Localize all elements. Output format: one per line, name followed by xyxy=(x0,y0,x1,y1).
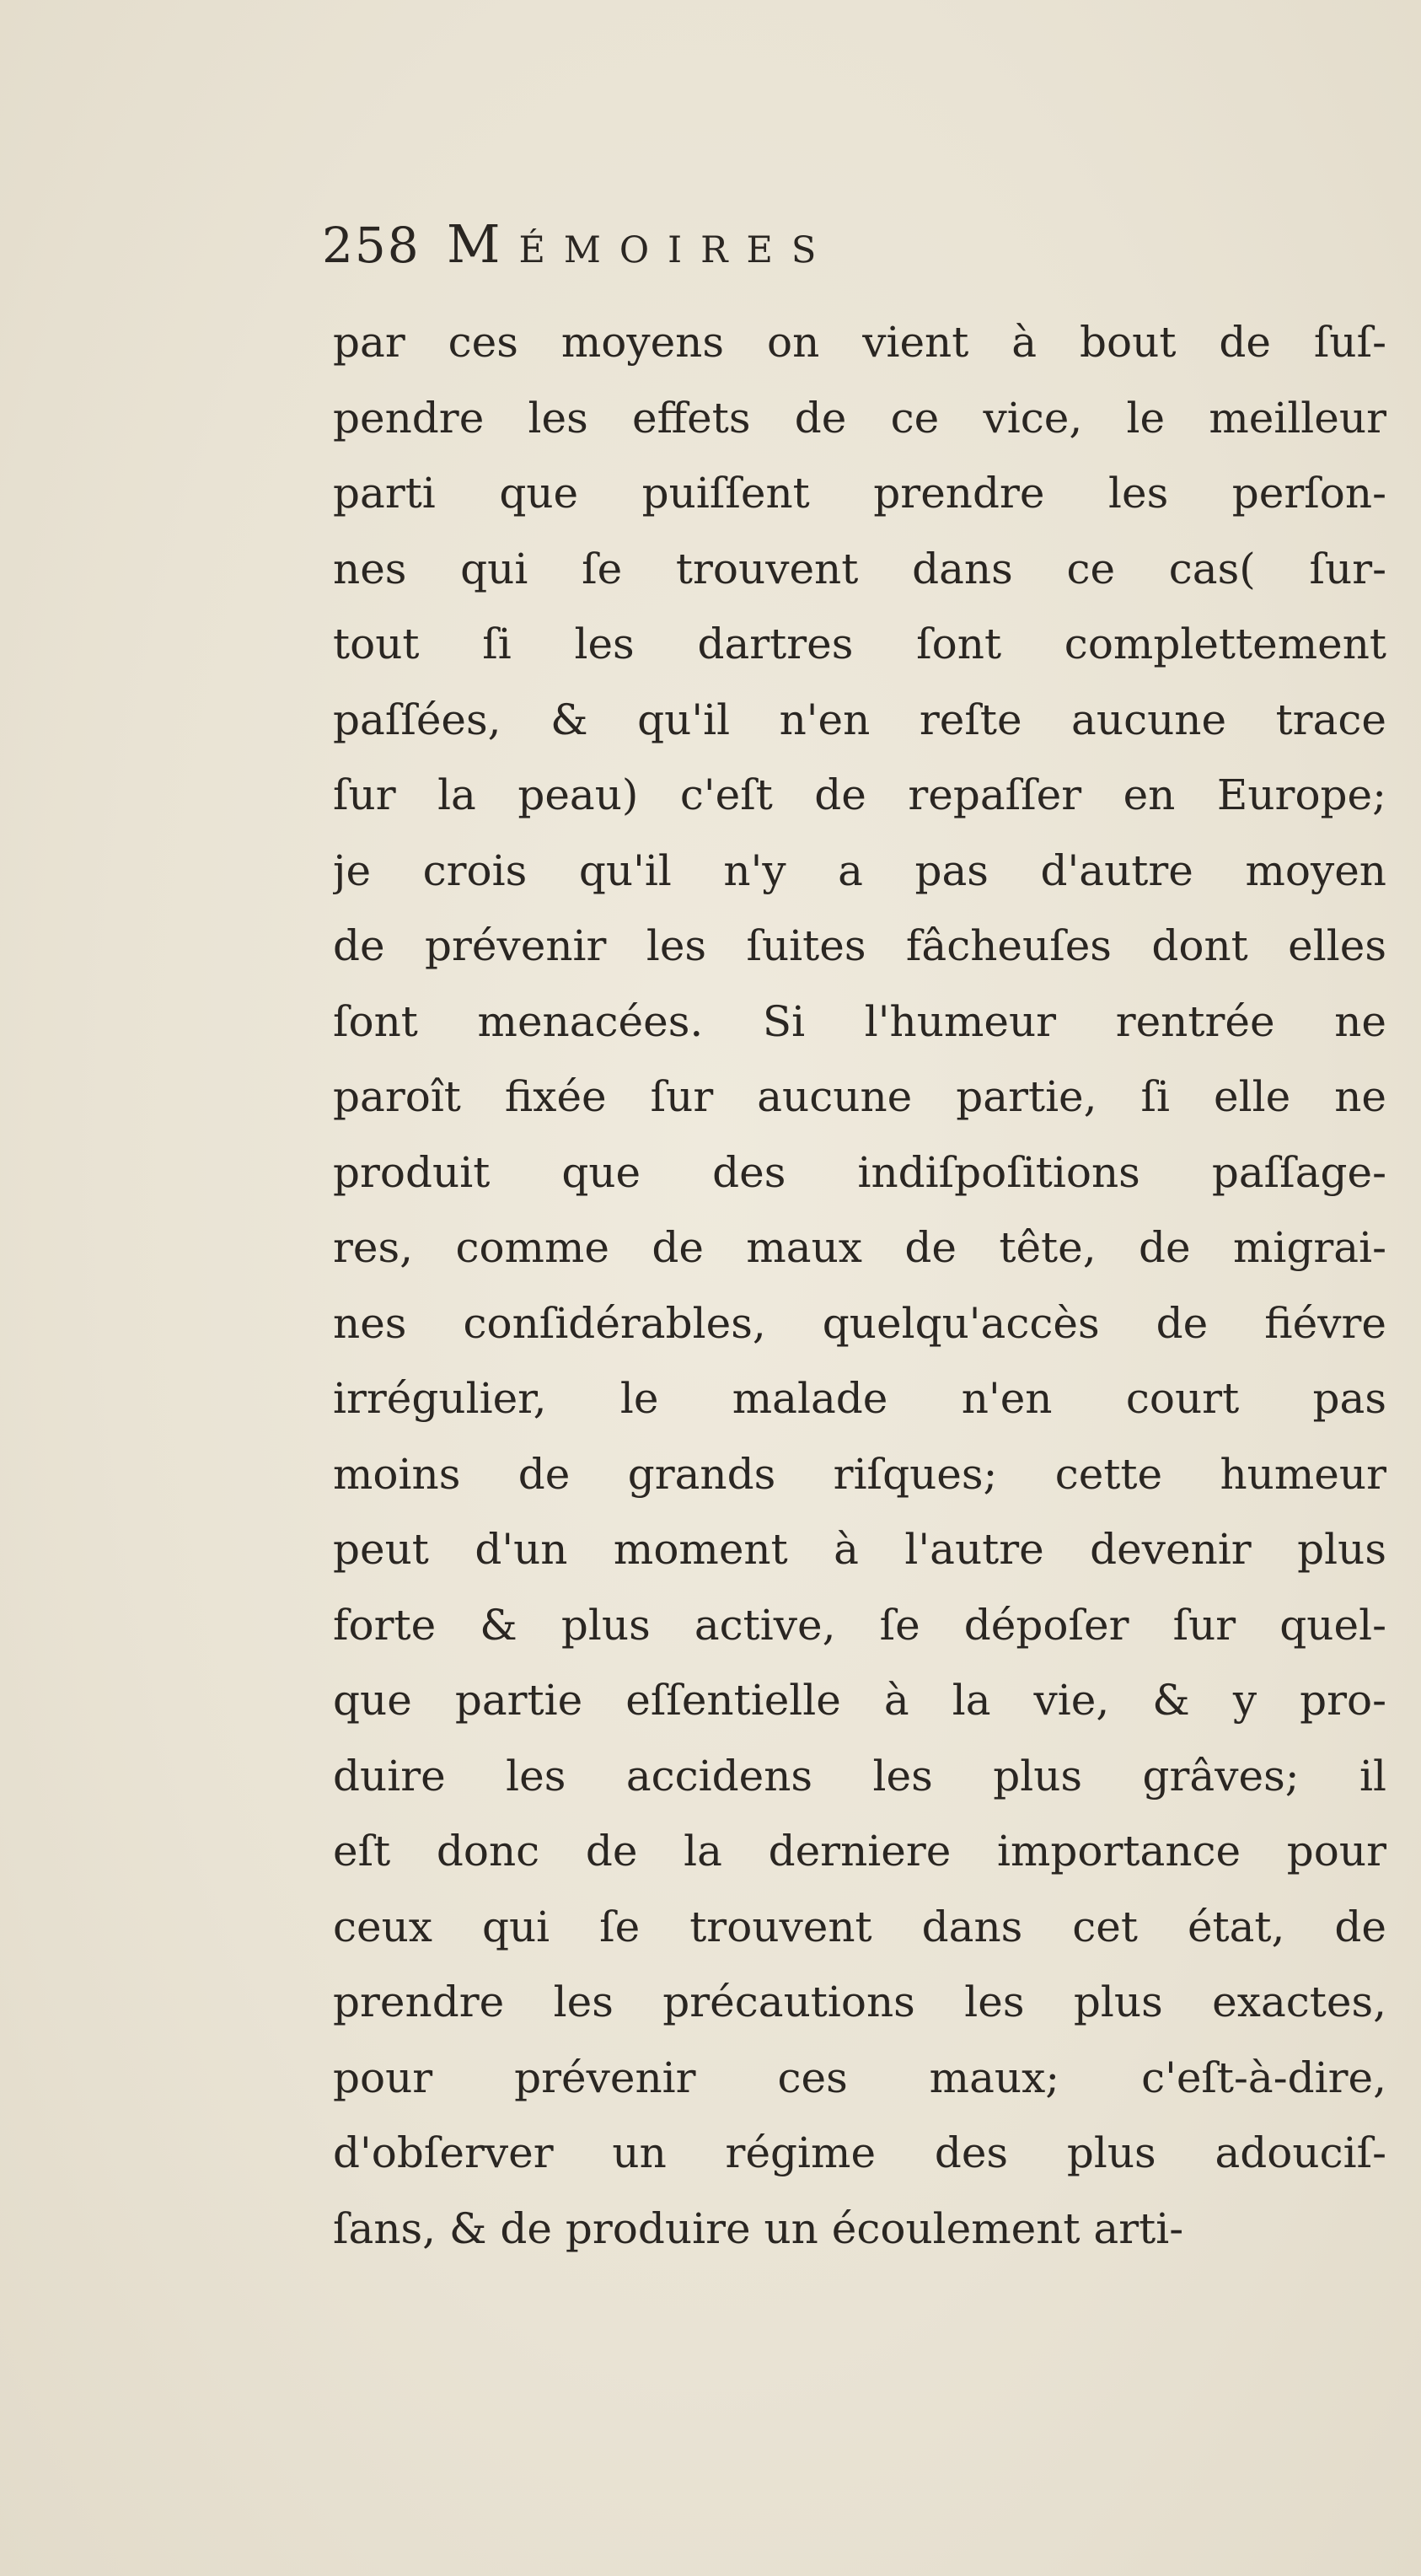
body-text xyxy=(333,305,1386,2267)
text-line: duire les accidens les plus grâves; il xyxy=(333,1751,1386,1801)
text-line: par ces moyens on vient à bout de ſuſ- xyxy=(333,318,1386,367)
text-line: nes conſidérables, quelqu'accès de fiévre xyxy=(333,1298,1386,1348)
text-line: ſur la peau) c'eſt de repaſſer en Europe; xyxy=(333,770,1386,819)
page-number: 258 xyxy=(322,217,421,274)
text-line: ſont menacées. Si l'humeur rentrée ne xyxy=(333,996,1386,1046)
text-line: paſſées, & qu'il n'en reſte aucune trace xyxy=(333,695,1386,744)
text-line: pendre les effets de ce vice, le meilleur xyxy=(333,393,1386,443)
text-line: res, comme de maux de tête, de migrai- xyxy=(333,1223,1386,1272)
text-line: de prévenir les ſuites fâcheuſes dont elles xyxy=(333,921,1386,970)
text-line: produit que des indiſpoſitions paſſage- xyxy=(333,1147,1386,1197)
text-line: irrégulier, le malade n'en court pas xyxy=(333,1374,1386,1423)
text-line: tout ſi les dartres ſont complettement xyxy=(333,620,1386,668)
text-line: je crois qu'il n'y a pas d'autre moyen xyxy=(333,845,1386,895)
text-line: paroît fixée ſur aucune partie, ſi elle ne xyxy=(333,1072,1386,1121)
text-line: parti que puiſſent prendre les perſon- xyxy=(333,469,1386,518)
text-line: forte & plus active, ſe dépoſer ſur quel- xyxy=(333,1600,1386,1650)
text-line: ſans, & de produire un écoulement arti- xyxy=(333,2203,1184,2253)
text-line: eſt donc de la derniere importance pour xyxy=(333,1827,1386,1876)
text-line: peut d'un moment à l'autre devenir plus xyxy=(333,1525,1386,1574)
text-line: moins de grands riſques; cette humeur xyxy=(333,1449,1386,1499)
text-line: que partie eſſentielle à la vie, & y pro- xyxy=(333,1676,1386,1725)
text-line: ceux qui ſe trouvent dans cet état, de xyxy=(333,1902,1386,1951)
text-line: d'obſerver un régime des plus adouciſ- xyxy=(333,2128,1386,2177)
text-line: pour prévenir ces maux; c'eſt-à-dire, xyxy=(333,2053,1386,2102)
page-header xyxy=(322,207,1165,291)
text-line: prendre les précautions les plus exactes, xyxy=(333,1978,1386,2026)
running-head: Mémoires xyxy=(447,213,835,275)
text-line: nes qui ſe trouvent dans ce cas( ſur- xyxy=(333,544,1386,593)
